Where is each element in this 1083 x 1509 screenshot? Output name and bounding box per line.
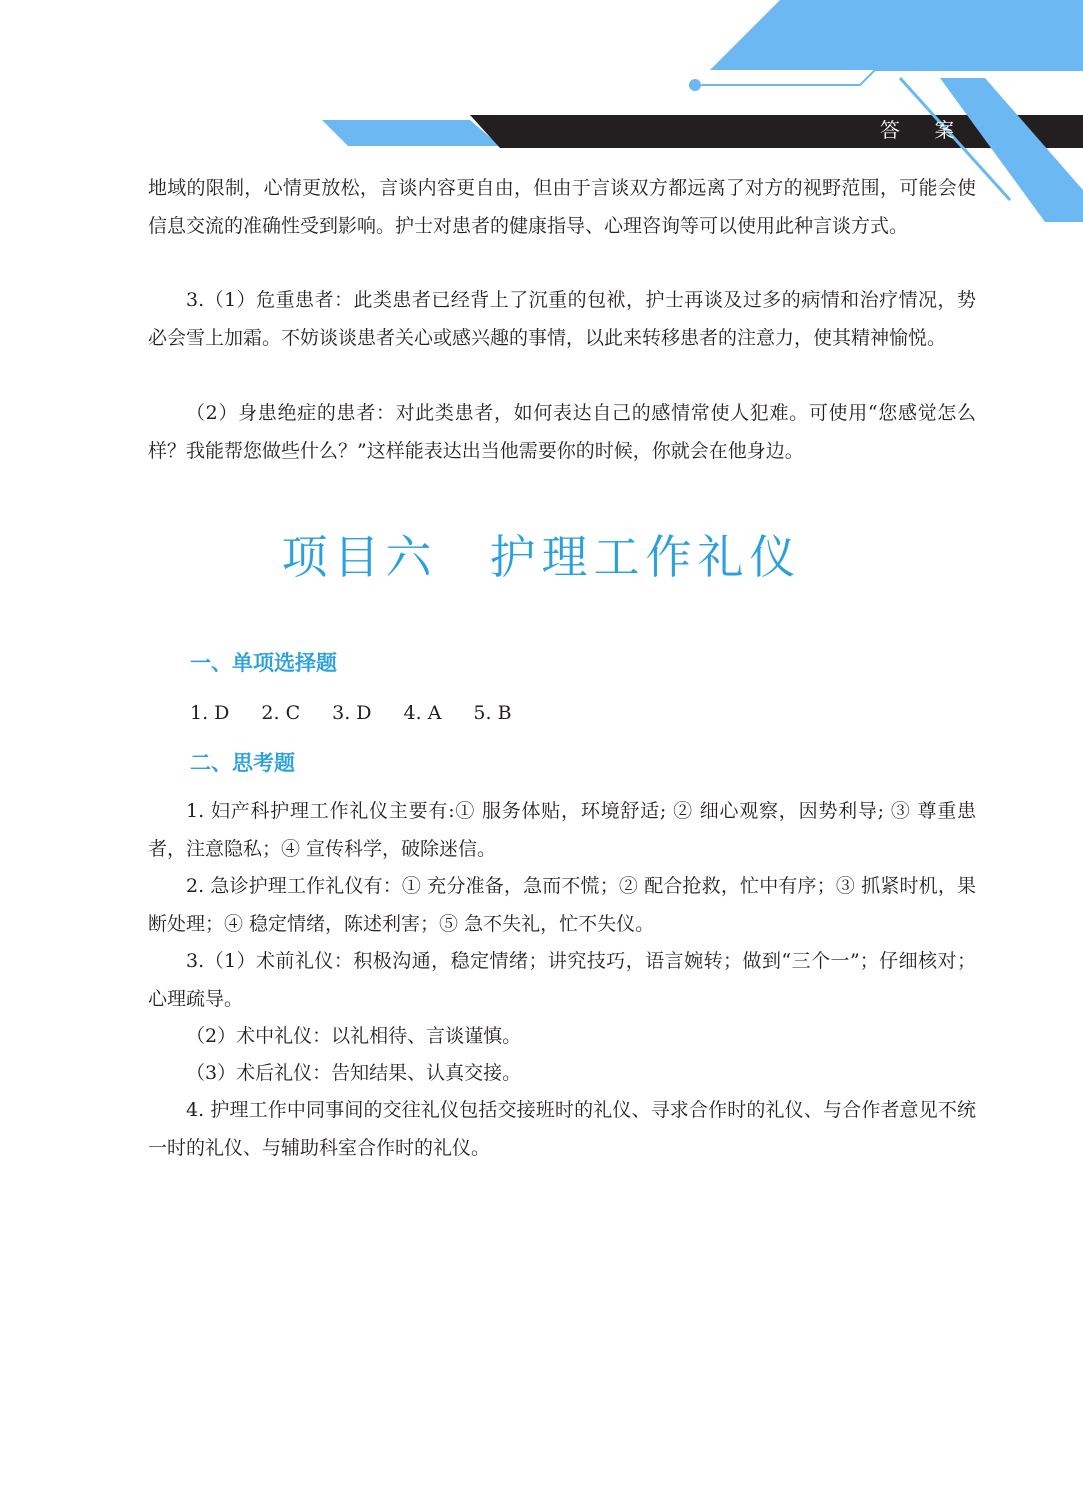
- paragraph: （2）术中礼仪：以礼相待、言谈谨慎。: [186, 1025, 522, 1047]
- answer-item: 5. B: [473, 702, 512, 724]
- paragraph: 4. 护理工作中同事间的交往礼仪包括交接班时的礼仪、寻求合作时的礼仪、与合作者意见不统一时的礼仪、与辅助科室合作时的礼仪。: [148, 1099, 976, 1159]
- paragraph: 3.（1）危重患者：此类患者已经背上了沉重的包袱，护士再谈及过多的病情和治疗情况，势必会雪上加霜。不妨谈谈患者关心或感兴趣的事情，以此来转移患者的注意力，使其精神愉悦。: [148, 289, 976, 349]
- paragraph: 1. 妇产科护理工作礼仪主要有:① 服务体贴，环境舒适; ② 细心观察，因势利导; ③ 尊重患者，注意隐私；④ 宣传科学，破除迷信。: [148, 800, 976, 860]
- paragraph: （3）术后礼仪：告知结果、认真交接。: [186, 1062, 522, 1084]
- answer-item: 2. C: [261, 702, 301, 724]
- section-heading: 二、思考题: [190, 751, 295, 775]
- answer-item: 3. D: [332, 702, 372, 724]
- paragraph: （2）身患绝症的患者：对此类患者，如何表达自己的感情常使人犯难。可使用“您感觉怎么样？我能帮您做些什么？”这样能表达出当他需要你的时候，你就会在他身边。: [148, 402, 976, 462]
- answer-item: 4. A: [403, 702, 442, 724]
- answer-item: 1. D: [190, 702, 230, 724]
- chapter-title: 项目六 护理工作礼仪: [281, 530, 802, 584]
- section-heading: 一、单项选择题: [190, 651, 337, 675]
- paragraph: 2. 急诊护理工作礼仪有：① 充分准备，急而不慌；② 配合抢救，忙中有序；③ 抓紧时机，果断处理；④ 稳定情绪，陈述利害；⑤ 急不失礼，忙不失仪。: [148, 875, 976, 935]
- paragraph: 地域的限制，心情更放松，言谈内容更自由，但由于言谈双方都远离了对方的视野范围，可能会使信息交流的准确性受到影响。护士对患者的健康指导、心理咨询等可以使用此种言谈方式。: [148, 177, 976, 237]
- header-label: 答 案: [880, 118, 969, 142]
- answer-list: [190, 698, 512, 728]
- paragraph: 3.（1）术前礼仪：积极沟通，稳定情绪；讲究技巧，语言婉转；做到“三个一”；仔细核对；心理疏导。: [148, 950, 976, 1010]
